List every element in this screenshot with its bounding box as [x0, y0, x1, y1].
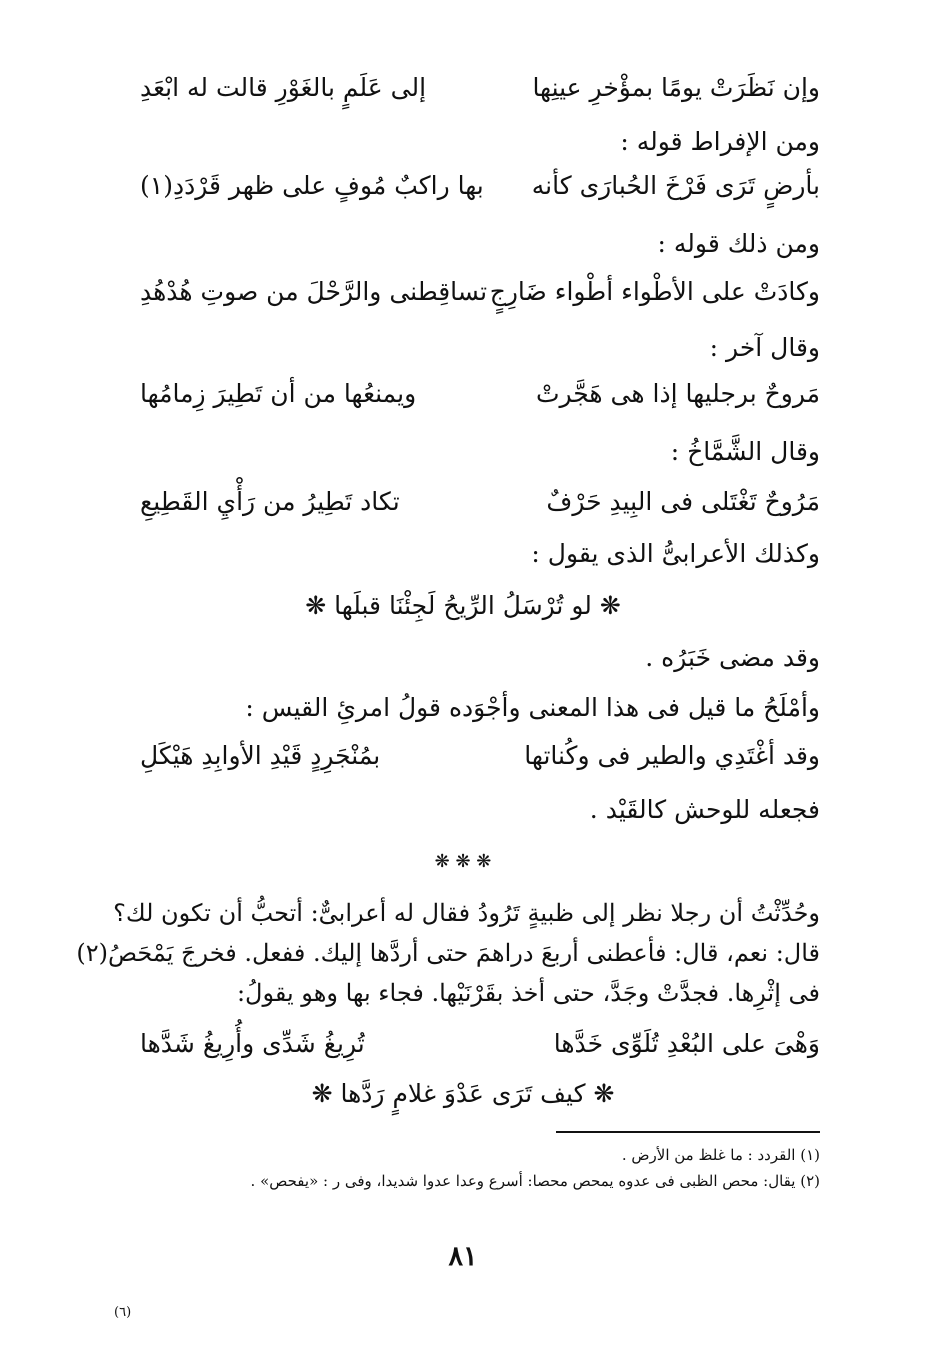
text-line: وأمْلَحُ ما قيل فى هذا المعنى وأجْوَده قولُ امرئِ القيس :	[245, 693, 820, 722]
verse-line	[140, 272, 820, 312]
footnote-rule	[556, 1131, 820, 1133]
verse-hemistich-first: وإن نَظَرَتْ يومًا بمؤْخرِ عينِها	[532, 73, 820, 102]
section-separator: ❋ ❋ ❋	[434, 851, 492, 872]
page-number: ٨١	[448, 1241, 478, 1272]
intro-line: وقال آخر :	[709, 333, 820, 362]
footnote: (١) القردد : ما غلظ من الأرض .	[621, 1146, 820, 1164]
footnote: (٢) يقال: محص الظبى فى عدوه يمحص محصا: أسرع وعدا عدوا شديدا، وفى ر : «يفحص» .	[250, 1172, 820, 1190]
prose-line: قال: نعم، قال: فأعطنى أربعَ دراهمَ حتى أردَّها إليك. ففعل. فخرجَ يَمْحَصُ(٢)	[76, 939, 820, 967]
verse-hemistich-second: تساقِطنى والرَّحْلَ من صوتِ هُدْهُدِ	[140, 277, 488, 306]
verse-hemistich-first: مَرُوحٌ تَغْتَلى فى البِيدِ حَرْفٌ	[546, 487, 820, 516]
prose-line: فى إثْرِها. فجدَّتْ وجَدَّ، حتى أخذ بقَرْنَيْها. فجاء بها وهو يقولُ:	[236, 979, 820, 1007]
verse-hemistich-second: إلى عَلَمٍ بالغَوْرِ قالت له ابْعَدِ	[140, 73, 427, 102]
intro-line: ومن ذلك قوله :	[657, 229, 820, 258]
verse-hemistich-first: مَروحٌ برجليها إذا هى هَجَّرتْ	[535, 379, 820, 408]
verse-hemistich-second: بمُنْجَرِدٍ قَيْدِ الأوابِدِ هَيْكَلِ	[140, 741, 381, 770]
verse-hemistich-first: وَهْىَ على البُعْدِ تُلَوِّى خَدَّها	[553, 1029, 820, 1058]
verse-hemistich-second: تكاد تَطِيرُ من رَأْيِ القَطِيعِ	[140, 487, 400, 516]
verse-line	[140, 736, 820, 776]
verse-hemistich-first: وقد أغْتَدِي والطير فى وكُناتها	[524, 741, 820, 770]
prose-line: وحُدِّثْتُ أن رجلا نظر إلى ظبيةٍ تَرُودُ فقال له أعرابىٌّ: أتحبُّ أن تكون لك؟	[113, 899, 820, 927]
verse-hemistich-second: بها راكبٌ مُوفٍ على ظهر قَرْدَدِ(١)	[140, 171, 484, 200]
verse-line	[140, 374, 820, 414]
verse-hemistich-first: وكادَتْ على الأطْواء أطْواء ضَارِجٍ	[489, 277, 820, 306]
verse-line	[140, 482, 820, 522]
text-line: فجعله للوحش كالقَيْد .	[589, 795, 820, 824]
verse-line	[140, 1024, 820, 1064]
hemistich-single: ❋ كيف تَرَى عَدْوَ غلامٍ رَدَّها ❋	[311, 1079, 615, 1108]
verse-line	[140, 166, 820, 206]
verse-hemistich-first: بأرضٍ تَرَى فَرْخَ الحُبارَى كأنه	[531, 171, 820, 200]
verse-line	[140, 68, 820, 108]
intro-line: وكذلك الأعرابىُّ الذى يقول :	[531, 539, 820, 568]
intro-line: ومن الإفراط قوله :	[620, 127, 820, 156]
intro-line: وقال الشَّمَّاخُ :	[670, 437, 820, 466]
signature-mark: (٦)	[114, 1305, 132, 1320]
verse-hemistich-second: تُرِيغُ شَدِّى وأُرِيغُ شَدَّها	[140, 1029, 365, 1058]
verse-hemistich-second: ويمنعُها من أن تَطِيرَ زِمامُها	[140, 379, 417, 408]
hemistich-single: ❋ لو تُرْسَلُ الرِّيحُ لَجِئْنَا قبلَها ❋	[305, 591, 621, 620]
text-line: وقد مضى خَبَرُه .	[645, 643, 820, 672]
